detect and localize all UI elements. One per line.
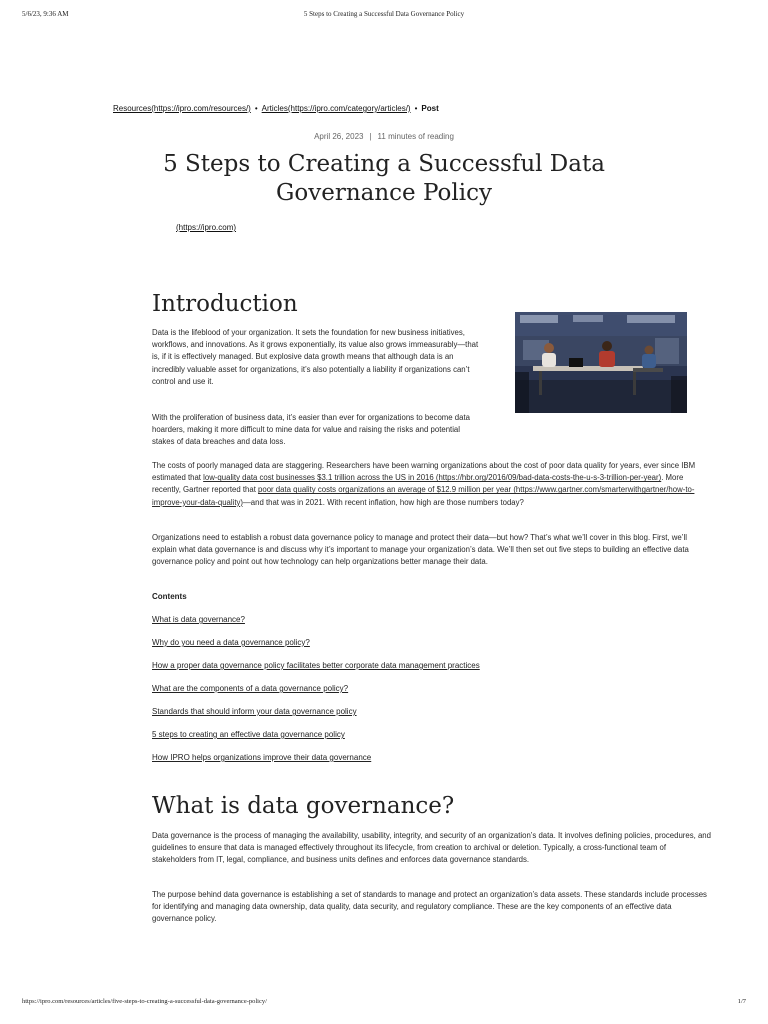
toc-item <box>152 683 480 706</box>
page-number: 1/7 <box>737 998 746 1005</box>
breadcrumb-articles-link[interactable]: Articles(https://ipro.com/category/articles/) <box>261 104 411 113</box>
toc-item <box>152 614 480 637</box>
what-is-paragraph-2: The purpose behind data governance is establishing a set of standards to manage and protect an organization’s data assets. These standards include processes for identifying and managing data ownership, data quality, data security, and regulatory compliance. These are the key components of an effective data governance policy. <box>152 890 707 924</box>
meta-divider: | <box>369 132 372 141</box>
toc-item <box>152 706 480 729</box>
paragraph-text: The costs of poorly managed data are staggering. Researchers have been warning organizations about the cost of poor data quality for years, ever since IBM estimated that <box>152 461 696 483</box>
breadcrumb-separator: • <box>414 104 418 113</box>
print-datetime: 5/6/23, 9:36 AM <box>22 10 69 18</box>
photo-foreground <box>671 376 687 413</box>
introduction-heading: Introduction <box>152 291 298 317</box>
photo-light <box>627 315 675 323</box>
what-is-paragraph-1: Data governance is the process of managing the availability, usability, integrity, and security of an organization’s data. It involves defining policies, procedures, and guidelines to ensure that data is managed effectively throughout its lifecycle, from creation to archival or deletion. Typically, a cross-functional team of stakeholders from IT, legal, compliance, and business units defines and enforces data governance standards. <box>152 831 711 865</box>
photo-light <box>573 315 603 322</box>
toc-link-what-is[interactable]: What is data governance? <box>152 615 245 624</box>
photo-person-body <box>542 353 556 367</box>
photo-table-leg <box>633 371 636 395</box>
photo-light <box>520 315 558 323</box>
toc-link-how-facilitates[interactable]: How a proper data governance policy facilitates better corporate data management practices <box>152 661 480 670</box>
what-is-heading: What is data governance? <box>152 793 455 819</box>
home-link[interactable]: (https://ipro.com) <box>176 223 237 232</box>
ibm-cost-link[interactable]: low-quality data cost businesses $3.1 trillion across the US in 2016 (https://hbr.org/2016/09/bad-data-costs-the-u-s-3-trillion-per-year) <box>203 473 662 483</box>
breadcrumb-resources-link[interactable]: Resources(https://ipro.com/resources/) <box>113 104 251 113</box>
toc-item <box>152 660 480 683</box>
publish-date: April 26, 2023 <box>314 132 364 141</box>
print-url: https://ipro.com/resources/articles/five-steps-to-creating-a-successful-data-governance-policy/ <box>22 998 267 1005</box>
print-footer <box>22 998 746 1010</box>
toc-item <box>152 637 480 660</box>
toc-link-components[interactable]: What are the components of a data governance policy? <box>152 684 349 693</box>
photo-person-body <box>599 351 615 367</box>
toc-link-5-steps[interactable]: 5 steps to creating an effective data governance policy <box>152 730 345 739</box>
paragraph-text: —and that was in 2021. With recent inflation, how high are those numbers today? <box>243 497 524 507</box>
toc-item <box>152 729 480 752</box>
print-header <box>22 10 746 24</box>
photo-laptop <box>569 358 583 367</box>
toc-item <box>152 752 480 775</box>
breadcrumb-separator: • <box>254 104 258 113</box>
photo-desk <box>633 368 663 372</box>
photo-person-head <box>645 346 654 355</box>
photo-person-head <box>544 343 554 353</box>
article-title: 5 Steps to Creating a Successful Data Governance Policy <box>163 151 605 206</box>
breadcrumb-current: Post <box>421 104 439 113</box>
contents-label: Contents <box>152 592 187 601</box>
intro-paragraph-1: Data is the lifeblood of your organization. It sets the foundation for new business initiatives, workflows, and innovations. As it grows exponentially, its value also grows immeasurably—that is, if it is effectively managed. But explosive data growth means that although data is an incredibly valuable asset for organizations, it’s also potentially a liability if organizations can’t control and use it. <box>152 328 479 386</box>
toc-link-ipro-helps[interactable]: How IPRO helps organizations improve their data governance <box>152 753 372 762</box>
breadcrumb <box>113 104 673 113</box>
gartner-cost-link[interactable]: poor data quality costs organizations an average of $12.9 million per year (https://www.gartner.com/smarterwithgartner/how-to-improve-your-data-quality) <box>152 485 695 507</box>
article-meta <box>0 132 768 141</box>
photo-person-head <box>602 341 612 351</box>
table-of-contents <box>152 614 480 775</box>
print-doc-title: 5 Steps to Creating a Successful Data Governance Policy <box>303 10 465 18</box>
photo-table-leg <box>539 371 542 395</box>
photo-foreground <box>515 372 529 413</box>
toc-link-why-need[interactable]: Why do you need a data governance policy? <box>152 638 310 647</box>
intro-paragraph-2: With the proliferation of business data, it’s easier than ever for organizations to become data hoarders, making it more difficult to mine data for value and raising the risks and potential stakes of data breaches and data loss. <box>152 413 470 447</box>
reading-time: 11 minutes of reading <box>377 132 454 141</box>
office-photo <box>515 312 687 413</box>
toc-link-standards[interactable]: Standards that should inform your data governance policy <box>152 707 357 716</box>
intro-paragraph-4: Organizations need to establish a robust data governance policy to manage and protect their data—but how? That’s what we’ll cover in this blog. First, we’ll explain what data governance is and discuss why it’s important to manage your organization’s data. We’ll then set out five steps to building an effective data governance policy and point out how technology can help organizations better manage their data. <box>152 533 689 567</box>
photo-person-body <box>642 354 656 368</box>
paragraph-text: . More recently, Gartner reported that <box>152 473 684 495</box>
intro-paragraph-3 <box>152 460 712 509</box>
photo-window <box>655 338 679 364</box>
